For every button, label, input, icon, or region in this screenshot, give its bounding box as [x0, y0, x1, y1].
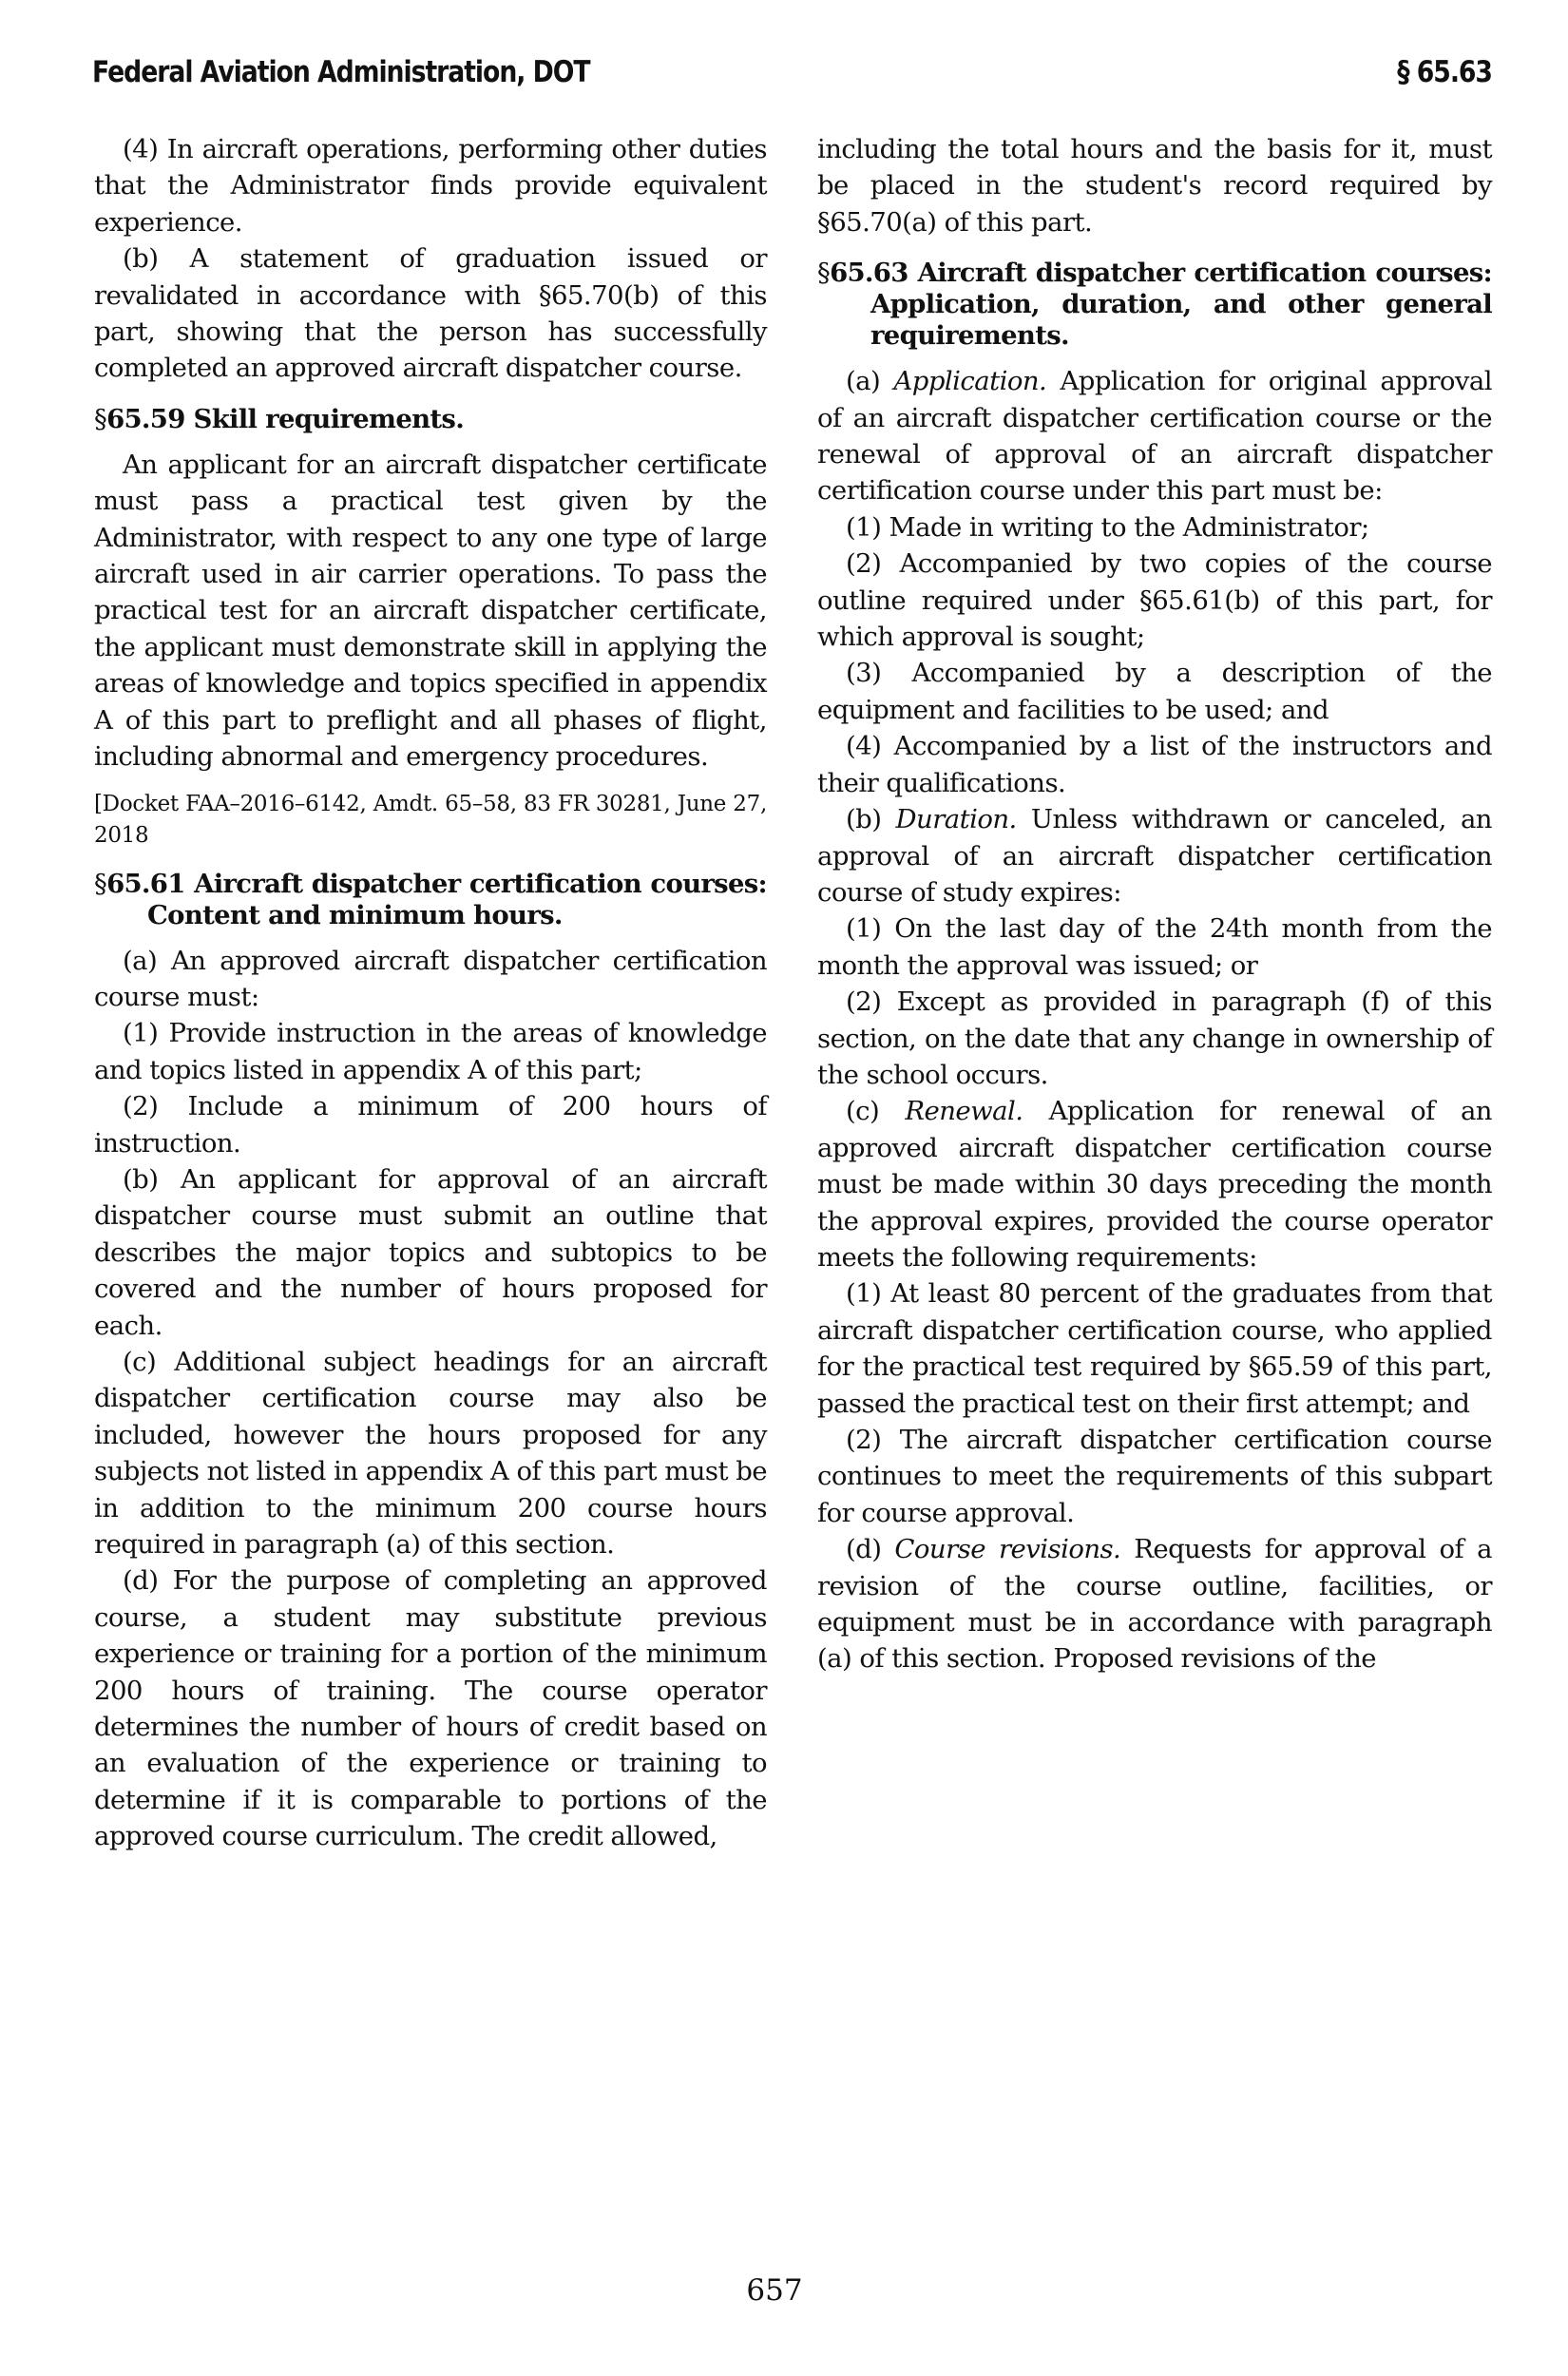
section-heading-text: 65.61 Aircraft dispatcher certification courses: Content and minimum hours. — [106, 868, 767, 930]
paragraph-text: Application for renewal of an approved aircraft dispatcher certification course must be made within 30 days preceding the month the approval expires, provided the course operator meets the following requirements: — [817, 1096, 1492, 1273]
paragraph: (a) An approved aircraft dispatcher certification course must: — [94, 945, 767, 1012]
paragraph-text: Application for original approval of an aircraft dispatcher certification course or the renewal of approval of an aircraft dispatcher certification course under this part must be: — [817, 366, 1492, 507]
paragraph: (4) Accompanied by a list of the instructors and their qualifications. — [817, 731, 1492, 798]
paragraph: (2) Include a minimum of 200 hours of instruction. — [94, 1091, 767, 1159]
paragraph-label: (c) — [846, 1096, 880, 1127]
section-heading-65-63 — [817, 258, 1492, 352]
paragraph-title: Course revisions. — [894, 1534, 1121, 1565]
paragraph-text: Requests for approval of a revision of the course outline, facilities, or equipment must be in accordance with paragraph (a) of this section. Proposed revisions of the — [817, 1534, 1492, 1675]
left-column — [94, 131, 767, 1855]
paragraph: (2) Except as provided in paragraph (f) of this section, on the date that any change in ownership of the school occurs. — [817, 987, 1492, 1090]
paragraph-title: Application. — [893, 366, 1047, 397]
right-column — [817, 131, 1492, 1677]
page-header — [92, 55, 1492, 103]
page-number: 657 — [746, 2273, 803, 2308]
paragraph — [817, 801, 1492, 910]
paragraph: (4) In aircraft operations, performing other duties that the Administrator finds provide equivalent experience. — [94, 134, 767, 238]
paragraph: (b) A statement of graduation issued or revalidated in accordance with §65.70(b) of this part, showing that the person has successfully completed an approved aircraft dispatcher course. — [94, 243, 767, 384]
section-heading-text: 65.59 Skill requirements. — [106, 403, 465, 434]
section-heading-65-61 — [94, 869, 767, 931]
citation: [Docket FAA–2016–6142, Amdt. 65–58, 83 FR 30281, June 27, 2018 — [94, 791, 767, 848]
paragraph: (1) At least 80 percent of the graduates from that aircraft dispatcher certification course, who applied for the practical test required by §65.59 of this part, passed the practical test on their first attempt; and — [817, 1278, 1492, 1419]
paragraph-text: Unless withdrawn or canceled, an approval of an aircraft dispatcher certification course of study expires: — [817, 804, 1492, 908]
running-head: Federal Aviation Administration, DOT — [92, 55, 590, 89]
paragraph: (3) Accompanied by a description of the equipment and facilities to be used; and — [817, 658, 1492, 725]
paragraph-title: Duration. — [895, 804, 1017, 835]
paragraph: (1) On the last day of the 24th month from the month the approval was issued; or — [817, 913, 1492, 981]
section-heading-text: 65.63 Aircraft dispatcher certification courses: Application, duration, and other general requirements. — [830, 258, 1492, 352]
paragraph-continuation: including the total hours and the basis for it, must be placed in the student's record required by §65.70(a) of this part. — [817, 134, 1492, 238]
paragraph: An applicant for an aircraft dispatcher certificate must pass a practical test given by the Administrator, with respect to any one type of large aircraft used in air carrier operations. To pass the practical test for an aircraft dispatcher certificate, the applicant must demonstrate skill in applying the areas of knowledge and topics specified in appendix A of this part to preflight and all phases of flight, including abnormal and emergency procedures. — [94, 449, 767, 773]
page-footer — [0, 2273, 1568, 2308]
paragraph: (d) For the purpose of completing an approved course, a student may substitute previous experience or training for a portion of the minimum 200 hours of training. The course operator determines the number of hours of credit based on an evaluation of the experience or training to determine if it is comparable to portions of the approved course curriculum. The credit allowed, — [94, 1565, 767, 1852]
paragraph — [817, 1093, 1492, 1275]
paragraph-label: (a) — [846, 366, 881, 397]
section-symbol: § — [94, 868, 107, 899]
section-symbol: § — [94, 403, 107, 434]
paragraph-label: (d) — [846, 1534, 882, 1565]
section-heading-65-59 — [94, 404, 767, 435]
paragraph: (1) Made in writing to the Administrator; — [846, 511, 1369, 543]
section-symbol: § — [817, 258, 831, 289]
header-section-number: § 65.63 — [1397, 55, 1492, 89]
paragraph — [817, 363, 1492, 509]
paragraph: (2) The aircraft dispatcher certification course continues to meet the requirements of this subpart for course approval. — [817, 1425, 1492, 1528]
paragraph — [817, 1531, 1492, 1677]
paragraph: (2) Accompanied by two copies of the course outline required under §65.61(b) of this part, for which approval is sought; — [817, 548, 1492, 653]
paragraph: (c) Additional subject headings for an aircraft dispatcher certification course may also be included, however the hours proposed for any subjects not listed in appendix A of this part must be in addition to the minimum 200 course hours required in paragraph (a) of this section. — [94, 1346, 767, 1560]
paragraph: (1) Provide instruction in the areas of knowledge and topics listed in appendix A of this part; — [94, 1018, 767, 1085]
paragraph-label: (b) — [846, 804, 882, 835]
paragraph: (b) An applicant for approval of an aircraft dispatcher course must submit an outline that describes the major topics and subtopics to be covered and the number of hours proposed for each. — [94, 1163, 767, 1341]
paragraph-title: Renewal. — [905, 1096, 1023, 1127]
